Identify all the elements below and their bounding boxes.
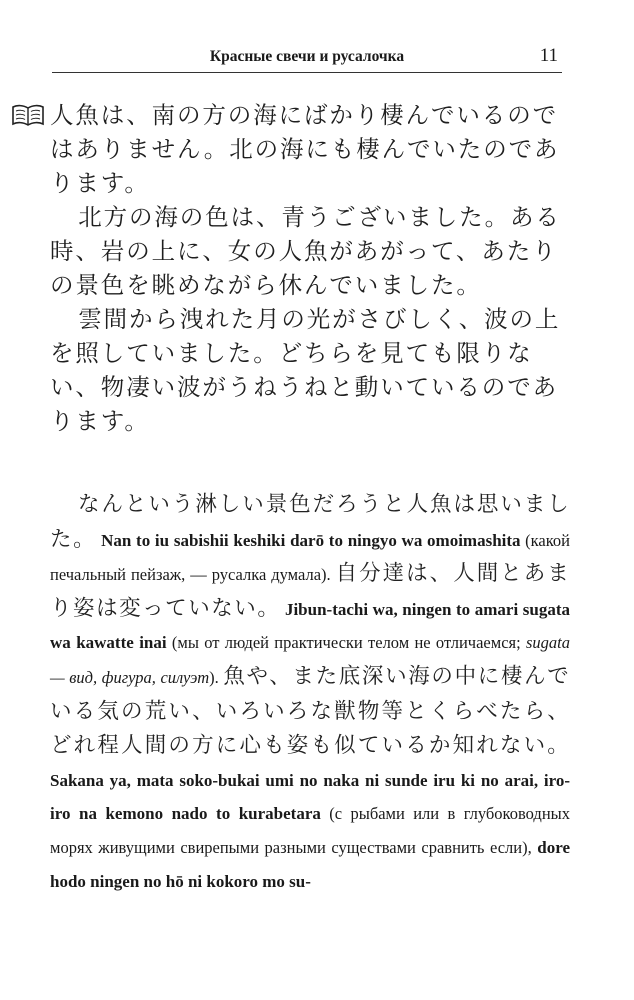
commentary-segment-j: 魚や、また底深い海の中に棲んでいる気の荒い、いろいろな獣物等とくらべたら、どれ程人間の方に心も姿も似ているか知れない。 (50, 663, 570, 759)
open-book-icon (11, 104, 45, 126)
jp-paragraph: 人魚は、南の方の海にばかり棲んでいるのではありません。北の海にも棲んでいたのであります。 (50, 101, 560, 197)
running-title: Красные свечи и русалочка (209, 48, 405, 65)
commentary-segment-r: Nan to iu sabishii keshiki darō to ningyo wa omoimashita (96, 530, 521, 550)
jp-text-block (50, 98, 570, 438)
running-header (52, 44, 562, 73)
commentary-segment-t: (мы от людей практически телом не отличаемся; (166, 633, 526, 653)
commentary-segment-i: sugata — вид, фигура, силуэт (50, 633, 570, 687)
commentary-segment-t: (какой печальный пейзаж, — русалка думала). (50, 530, 571, 585)
commentary-segment-t: ). (209, 667, 224, 687)
commentary-segment-t: (с рыбами или в глубоководных морях живущими свирепыми разными существами сравнить если), (50, 804, 570, 857)
page-number: 11 (539, 45, 558, 66)
jp-paragraph: 雲間から洩れた月の光がさびしく、波の上を照していました。どちらを見ても限りない、物凄い波がうねうねと動いているのであります。 (50, 305, 561, 435)
commentary-segment-j: 自分達は、人間とあまり姿は変っていない。 (50, 561, 570, 621)
commentary-text (50, 492, 571, 891)
commentary-segment-r: Sakana ya, mata soko-bukai umi no naka ni sunde iru ki no arai, iro-iro na kemono nado to kurabetara (50, 770, 570, 824)
commentary-segment-j: なんという淋しい景色だろうと人魚は思いました。 (50, 492, 570, 552)
commentary-segment-r: Jibun-tachi wa, ningen to amari sugata wa kawatte inai (50, 599, 570, 653)
commentary-segment-r: dore hodo ningen no hō ni kokoro mo su- (50, 837, 570, 891)
jp-paragraph: 北方の海の色は、青うございました。ある時、岩の上に、女の人魚があがって、あたりの景色を眺めながら休んでいました。 (50, 203, 561, 299)
commentary-block (50, 488, 570, 898)
commentary-paragraph (50, 488, 570, 898)
